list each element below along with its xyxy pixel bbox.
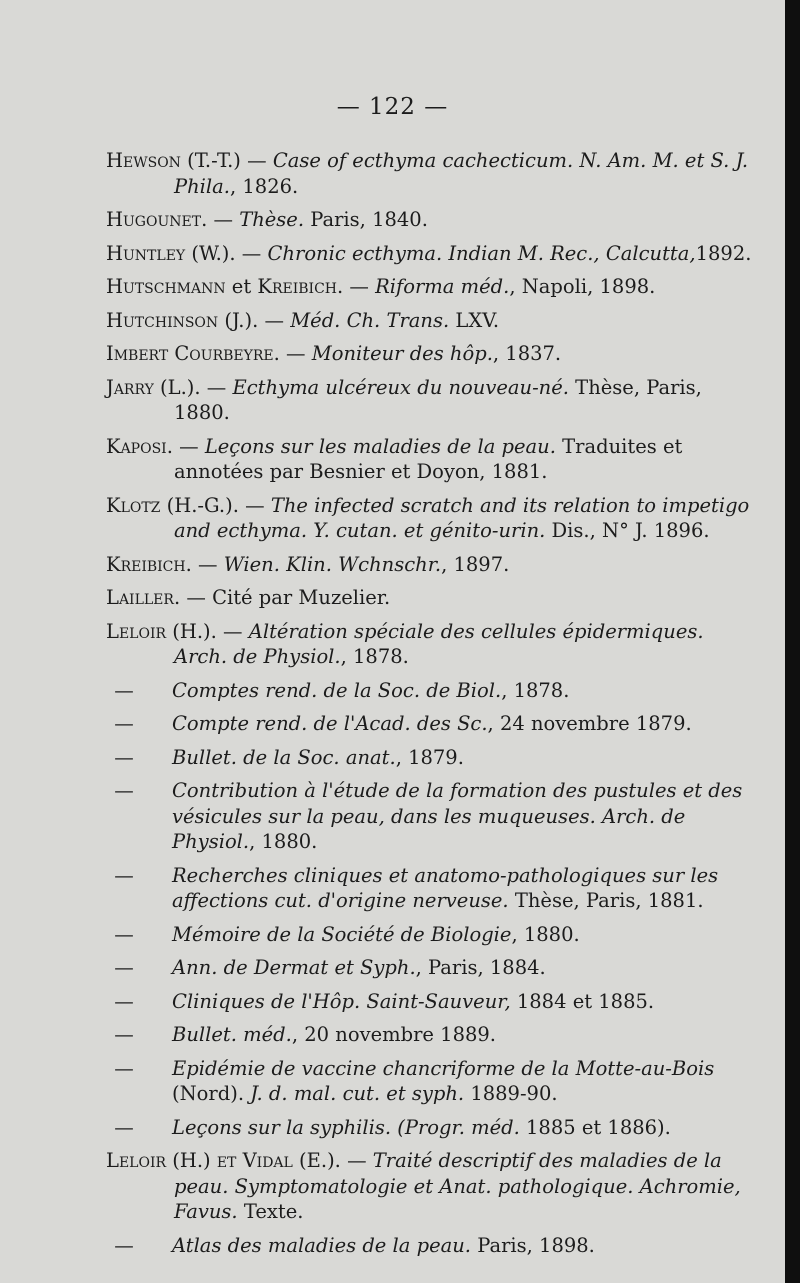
ditto-dash: — (114, 678, 134, 702)
bib-sub-entry (114, 745, 756, 771)
entry-author: Leloir (H.). (106, 619, 217, 643)
entry-rest: , 1878. (501, 678, 570, 702)
entry-author: Kaposi. (106, 434, 173, 458)
entry-sep: — (200, 375, 233, 399)
bib-sub-entry (114, 1056, 756, 1107)
entry-rest: Paris, 1840. (304, 208, 428, 231)
bib-entry (106, 1148, 756, 1225)
entry-rest: LXV. (449, 308, 500, 332)
entry-sep: — (258, 308, 291, 332)
entry-sep: — (216, 619, 249, 643)
entry-title: J. d. mal. cut. et syph. (250, 1082, 465, 1105)
entry-title: Méd. Ch. Trans. (290, 308, 450, 332)
entry-rest: , 1897. (441, 552, 510, 576)
bib-sub-entry (114, 1115, 756, 1141)
entry-title: Ecthyma ulcéreux du nouveau-né. (232, 375, 569, 399)
bib-sub-entry (114, 1233, 756, 1259)
entry-author: Leloir (H.) et Vidal (E.). (106, 1149, 341, 1172)
entry-title: Mémoire de la Société de Biologie (172, 922, 512, 946)
entry-author: Jarry (L.). (106, 375, 201, 399)
entry-title: Thèse. (239, 208, 305, 231)
entry-rest: , 20 novembre 1889. (291, 1023, 496, 1046)
bib-entry (106, 148, 756, 199)
bib-entry (106, 375, 756, 426)
entry-title: Leçons sur la syphilis. (Progr. méd. (172, 1115, 520, 1139)
entry-sep: — (279, 342, 312, 365)
entry-rest: Paris, 1898. (471, 1233, 595, 1257)
ditto-dash: — (114, 779, 134, 802)
entry-title: Bullet. méd. (172, 1023, 292, 1046)
bib-entry (106, 241, 756, 267)
entry-rest: Traduites et annotées par Besnier et Doyon, 1881. (174, 434, 683, 483)
entry-rest: Cité par Muzelier. (212, 586, 391, 609)
entry-rest: 1892. (695, 241, 752, 265)
bib-sub-entry (114, 863, 756, 914)
entry-author: Kreibich. (106, 552, 192, 576)
entry-rest: , 1879. (395, 745, 464, 769)
bib-sub-entry (114, 989, 756, 1015)
ditto-dash: — (114, 863, 134, 887)
entry-title: Altération spéciale des cellules épidermiques. Arch. de Physiol. (174, 619, 704, 668)
entry-title: The infected scratch and its relation to impetigo and ecthyma. Y. cutan. et génito-urin. (174, 493, 750, 542)
entry-author: Hugounet. (106, 208, 208, 231)
entry-title: Moniteur des hôp. (311, 342, 493, 365)
bib-entry (106, 274, 756, 300)
ditto-dash: — (114, 712, 134, 735)
ditto-dash: — (114, 922, 134, 946)
entry-title: Epidémie de vaccine chancriforme de la Motte-au-Bois (172, 1056, 715, 1080)
page-number: — 122 — (336, 94, 449, 120)
ditto-dash: — (114, 1023, 134, 1046)
entry-rest: Thèse, Paris, 1880. (174, 375, 702, 424)
bib-entry (106, 585, 756, 611)
bib-sub-entry (114, 955, 756, 981)
bib-sub-entry (114, 711, 756, 737)
entry-rest: 1889-90. (464, 1082, 558, 1105)
entry-title: Case of ecthyma cachecticum. N. Am. M. et S. J. Phila. (174, 149, 749, 198)
entry-title: Compte rend. de l'Acad. des Sc. (172, 712, 488, 735)
entry-title: Chronic ecthyma. Indian M. Rec., Calcutta, (267, 241, 696, 265)
entry-author: Hewson (T.-T.) (106, 149, 241, 172)
bib-entry (106, 207, 756, 233)
entry-author: Lailler. (106, 586, 181, 609)
entry-title: Wien. Klin. Wchnschr. (223, 552, 442, 576)
entry-author: Hutschmann (106, 275, 226, 298)
bib-entry (106, 341, 756, 367)
entry-title: Riforma méd. (375, 275, 510, 298)
entry-sep: et (225, 275, 258, 298)
entry-sep: — (340, 1149, 373, 1172)
entry-title: Cliniques de l'Hôp. Saint-Sauveur, (172, 989, 511, 1013)
entry-rest: Thèse, Paris, 1881. (508, 889, 704, 912)
bib-entry (106, 552, 756, 578)
entry-title: Ann. de Dermat et Syph. (172, 956, 416, 979)
entry-coauthor: Kreibich. — (257, 275, 376, 298)
entry-rest: 1885 et 1886). (519, 1115, 671, 1139)
entry-title: Traité descriptif des maladies de la peau. Symptomatologie et Anat. pathologique. Achromie, Favus. (174, 1149, 741, 1223)
bib-sub-entry (114, 778, 756, 855)
entry-rest: Dis., N° J. 1896. (545, 519, 710, 542)
entry-rest: , Paris, 1884. (415, 956, 546, 979)
bib-entry (106, 493, 756, 544)
ditto-dash: — (114, 1056, 134, 1080)
ditto-dash: — (114, 989, 134, 1013)
bib-entry (106, 308, 756, 334)
ditto-dash: — (114, 745, 134, 769)
bib-entry (106, 619, 756, 670)
bib-sub-entry (114, 678, 756, 704)
entry-title: Leçons sur les maladies de la peau. (204, 434, 556, 458)
entry-rest: , 1880. (511, 922, 580, 946)
entry-title: Contribution à l'étude de la formation des pustules et des vésicules sur la peau, dans les muqueuses. Arch. de Physiol. (172, 779, 743, 853)
entry-sep: — (207, 208, 240, 231)
entry-rest: , 1837. (492, 342, 562, 365)
entry-rest: , 24 novembre 1879. (487, 712, 692, 735)
ditto-dash: — (114, 956, 134, 979)
entry-author: Imbert Courbeyre. (106, 342, 280, 365)
ditto-dash: — (114, 1233, 134, 1257)
entry-title: Bullet. de la Soc. anat. (172, 745, 396, 769)
entry-rest: , 1880. (249, 830, 318, 853)
entry-rest: , 1826. (229, 174, 299, 198)
entry-author: Huntley (W.). (106, 241, 236, 265)
entry-sep: — (180, 586, 213, 609)
entry-rest: , 1878. (340, 645, 409, 668)
scan-edge (785, 0, 800, 1283)
entry-sep: — (238, 493, 271, 517)
bib-entry (106, 434, 756, 485)
entry-rest: (Nord). (172, 1082, 251, 1105)
bib-sub-entry (114, 1022, 756, 1048)
bibliography-list (106, 148, 756, 1266)
entry-rest: 1884 et 1885. (510, 989, 655, 1013)
entry-rest: Texte. (237, 1200, 304, 1223)
entry-sep: — (240, 149, 273, 172)
entry-sep: — (191, 552, 224, 576)
bib-sub-entry (114, 922, 756, 948)
entry-sep: — (172, 434, 205, 458)
entry-title: Atlas des maladies de la peau. (172, 1233, 472, 1257)
entry-rest: , Napoli, 1898. (509, 275, 656, 298)
entry-title: Comptes rend. de la Soc. de Biol. (172, 678, 502, 702)
entry-author: Hutchinson (J.). (106, 308, 259, 332)
entry-sep: — (235, 241, 268, 265)
entry-author: Klotz (H.-G.). (106, 493, 239, 517)
entry-title: Recherches cliniques et anatomo-pathologiques sur les affections cut. d'origine nerveuse. (172, 863, 719, 912)
ditto-dash: — (114, 1115, 134, 1139)
